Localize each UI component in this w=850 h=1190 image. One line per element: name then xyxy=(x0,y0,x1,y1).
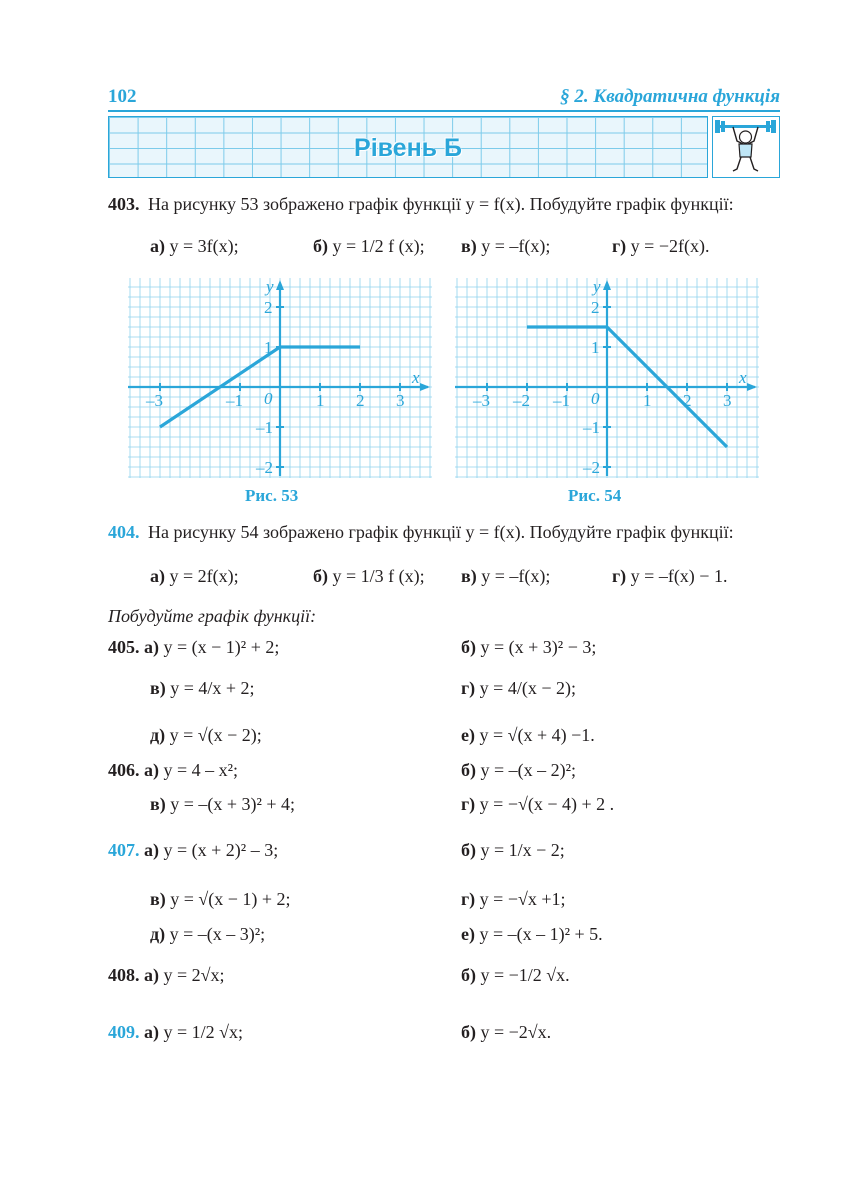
page-number: 102 xyxy=(108,86,137,107)
x-tick-label: –1 xyxy=(553,391,570,410)
y-tick-label: 1 xyxy=(264,338,273,357)
exercise-409-a: 409. а) y = 1/2 √x; xyxy=(108,1022,244,1042)
x-tick-label: –1 xyxy=(226,391,243,410)
y-tick-label: –2 xyxy=(583,458,600,477)
exercise-408-a: 408. а) y = 2√x; xyxy=(108,965,225,985)
figure-54-caption: Рис. 54 xyxy=(568,486,622,505)
x-tick-label: 3 xyxy=(723,391,732,410)
instruction-text: Побудуйте графік функції: xyxy=(108,606,317,626)
exercise-407-e: е) y = –(x – 1)² + 5. xyxy=(461,924,603,944)
exercise-number: 403. xyxy=(108,194,140,214)
item-403-a: а) y = 3f(x); xyxy=(150,236,239,256)
y-axis-arrow xyxy=(276,280,284,290)
item-404-v: в) y = –f(x); xyxy=(461,566,551,586)
y-tick-label: –1 xyxy=(256,418,273,437)
exercise-407-d: д) y = –(x – 3)²; xyxy=(150,924,266,944)
x-tick-label: –3 xyxy=(473,391,490,410)
exercise-405-e: е) y = √(x + 4) −1. xyxy=(461,725,595,745)
x-tick-label: –2 xyxy=(513,391,530,410)
exercise-405-a: 405. а) y = (x − 1)² + 2; xyxy=(108,637,280,657)
x-tick-label: 2 xyxy=(683,391,692,410)
level-banner xyxy=(108,116,708,178)
exercise-404 xyxy=(108,522,734,543)
item-404-g: г) y = –f(x) − 1. xyxy=(612,566,728,586)
y-axis-label: y xyxy=(266,278,274,296)
exercise-405-d: д) y = √(x − 2); xyxy=(150,725,262,745)
y-tick-label: 1 xyxy=(591,338,600,357)
exercise-text: На рисунку 54 зображено графік функції y = f(x). Побудуйте графік функції: xyxy=(148,522,734,542)
item-403-v: в) y = –f(x); xyxy=(461,236,551,256)
item-403-g: г) y = −2f(x). xyxy=(612,236,710,256)
origin-label: 0 xyxy=(591,389,600,408)
exercise-406-a: 406. а) y = 4 – x²; xyxy=(108,760,239,780)
x-tick-label: 2 xyxy=(356,391,365,410)
level-title: Рівень Б xyxy=(354,134,462,162)
level-icon-box xyxy=(712,116,780,178)
exercise-405-b: б) y = (x + 3)² − 3; xyxy=(461,637,597,657)
item-404-a: а) y = 2f(x); xyxy=(150,566,239,586)
exercise-406-v: в) y = –(x + 3)² + 4; xyxy=(150,794,296,814)
figure-54-graph xyxy=(455,278,759,478)
weightlifter-icon xyxy=(713,117,778,176)
x-axis-arrow xyxy=(420,383,430,391)
x-tick-label: –3 xyxy=(146,391,163,410)
x-axis-label: x xyxy=(739,368,747,387)
exercise-406-b: б) y = –(x – 2)²; xyxy=(461,760,577,780)
y-tick-label: 2 xyxy=(264,298,273,317)
exercise-407-g: г) y = −√x +1; xyxy=(461,889,566,909)
origin-label: 0 xyxy=(264,389,273,408)
item-403-b: б) y = 1/2 f (x); xyxy=(313,236,425,256)
exercise-number: 404. xyxy=(108,522,140,542)
item-404-b: б) y = 1/3 f (x); xyxy=(313,566,425,586)
y-tick-label: –2 xyxy=(256,458,273,477)
exercise-408-b: б) y = −1/2 √x. xyxy=(461,965,570,985)
x-tick-label: 1 xyxy=(316,391,325,410)
figure-53-graph xyxy=(128,278,432,478)
figure-53-caption: Рис. 53 xyxy=(245,486,299,505)
x-tick-label: 1 xyxy=(643,391,652,410)
x-axis-label: x xyxy=(412,368,420,387)
exercise-405-g: г) y = 4/(x − 2); xyxy=(461,678,576,698)
exercise-407-v: в) y = √(x − 1) + 2; xyxy=(150,889,291,909)
y-axis-arrow xyxy=(603,280,611,290)
exercise-409-b: б) y = −2√x. xyxy=(461,1022,552,1042)
exercise-text: На рисунку 53 зображено графік функції y = f(x). Побудуйте графік функції: xyxy=(148,194,734,214)
exercise-406-g: г) y = −√(x − 4) + 2 . xyxy=(461,794,615,814)
y-tick-label: –1 xyxy=(583,418,600,437)
section-title: § 2. Квадратична функція xyxy=(560,86,780,107)
x-axis-arrow xyxy=(747,383,757,391)
y-tick-label: 2 xyxy=(591,298,600,317)
exercise-405-v: в) y = 4/x + 2; xyxy=(150,678,255,698)
exercise-407-a: 407. а) y = (x + 2)² – 3; xyxy=(108,840,279,860)
x-tick-label: 3 xyxy=(396,391,405,410)
exercise-407-b: б) y = 1/x − 2; xyxy=(461,840,565,860)
y-axis-label: y xyxy=(593,278,601,296)
header-rule xyxy=(108,110,780,112)
exercise-403 xyxy=(108,194,734,215)
